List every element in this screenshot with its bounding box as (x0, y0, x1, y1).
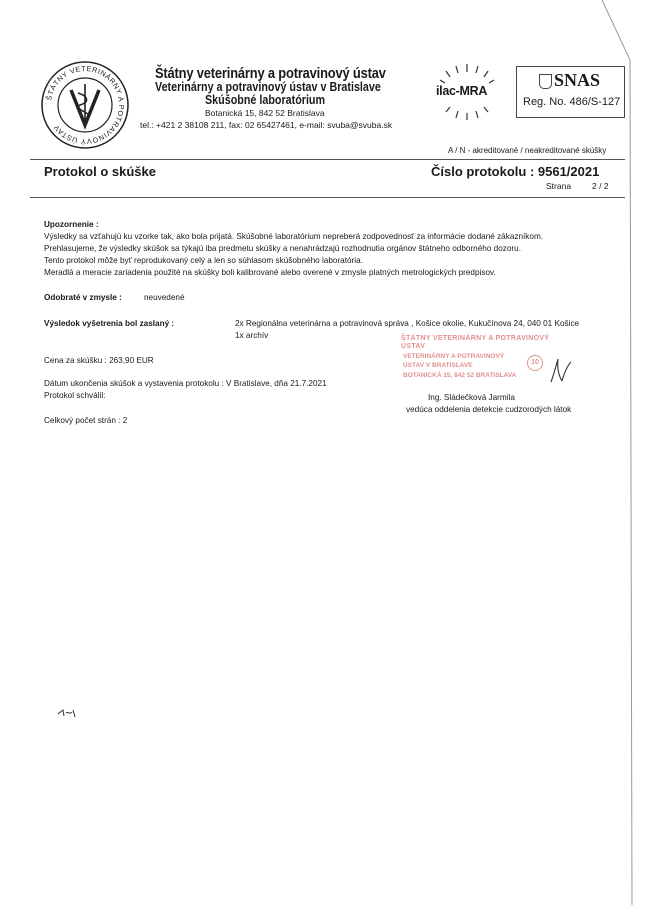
institute-logo (40, 60, 130, 150)
notice-heading: Upozornenie : (44, 220, 99, 229)
signature (548, 356, 574, 386)
signatory-name: Ing. Sládečková Jarmila (428, 393, 515, 402)
institute-sub-name: Veterinárny a potravinový ústav v Bratislave (155, 80, 381, 94)
header-rule-top (30, 159, 625, 160)
protocol-title: Protokol o skúške (44, 164, 156, 179)
sent-value-1: 2x Regionálna veterinárna a potravinová správa , Košice okolie, Kukučínova 24, 040 01 Košice (235, 319, 580, 328)
total-pages: Celkový počet strán : 2 (44, 416, 128, 425)
notice-line-1: Výsledky sa vzťahujú ku vzorke tak, ako bola prijatá. Skúšobné laboratórium nepreberá zodpovednosť za informácie dodané zákazníkom. (44, 232, 544, 241)
stamp-line-3: ÚSTAV V BRATISLAVE (403, 362, 473, 369)
notice-line-4: Meradlá a meracie zariadenia použité na skúšky boli kalibrované alebo overené v zmysle platných metrologických predpisov. (44, 268, 496, 277)
accreditation-note: A / N - akreditované / neakreditované skúšky (448, 146, 607, 155)
signatory-role: vedúca oddelenia detekcie cudzorodých látok (406, 405, 572, 414)
header-rule-bottom (30, 197, 625, 198)
stamp-line-4: BOTANICKÁ 15, 842 52 BRATISLAVA (403, 372, 517, 379)
ilac-label: ilac-MRA (436, 84, 488, 98)
ilac-mra-logo (432, 60, 502, 125)
notice-line-2: Prehlasujeme, že výsledky skúšok sa týkajú iba predmetu skúšky a nenahrádzajú rozhodnutia orgánov štátneho odborného dozoru. (44, 244, 521, 253)
notice-line-3: Tento protokol môže byť reprodukovaný celý a len so súhlasom skúšobného laboratória. (44, 256, 363, 265)
handwritten-mark (57, 706, 79, 720)
snas-label: SNAS (554, 70, 601, 90)
official-stamp (396, 332, 571, 388)
scan-edge (600, 0, 645, 905)
snas-reg-number: Reg. No. 486/S-127 (523, 96, 621, 108)
taken-label: Odobraté v zmysle : (44, 293, 122, 302)
institute-name: Štátny veterinárny a potravinový ústav (155, 65, 386, 82)
sent-value-2: 1x archív (235, 331, 269, 340)
completion-date: Dátum ukončenia skúšok a vystavenia protokolu : V Bratislave, dňa 21.7.2021 (44, 379, 327, 388)
stamp-number: 10 (527, 355, 543, 371)
snas-emblem-icon (539, 74, 552, 89)
lab-name: Skúšobné laboratórium (205, 93, 326, 107)
taken-value: neuvedené (144, 293, 185, 302)
stamp-line-2: VETERINÁRNY A POTRAVINOVÝ (403, 353, 505, 360)
protocol-number: Číslo protokolu : 9561/2021 (431, 164, 600, 179)
sent-label: Výsledok vyšetrenia bol zaslaný : (44, 319, 175, 328)
institute-address: Botanická 15, 842 52 Bratislava (205, 108, 325, 118)
stamp-line-1: ŠTÁTNY VETERINÁRNY A POTRAVINOVÝ ÚSTAV (401, 335, 550, 350)
approved-label: Protokol schválil: (44, 391, 106, 400)
page-value: 2 / 2 (592, 181, 609, 191)
page-label: Strana (546, 181, 572, 191)
svg-text:ŠTÁTNY VETERINÁRNY A POTRAVINO: ŠTÁTNY VETERINÁRNY A POTRAVINOVÝ ÚSTAV (44, 63, 127, 147)
institute-contact: tel.: +421 2 38108 211, fax: 02 65427461, e-mail: svuba@svuba.sk (140, 120, 393, 130)
price: Cena za skúšku : 263,90 EUR (44, 356, 154, 365)
